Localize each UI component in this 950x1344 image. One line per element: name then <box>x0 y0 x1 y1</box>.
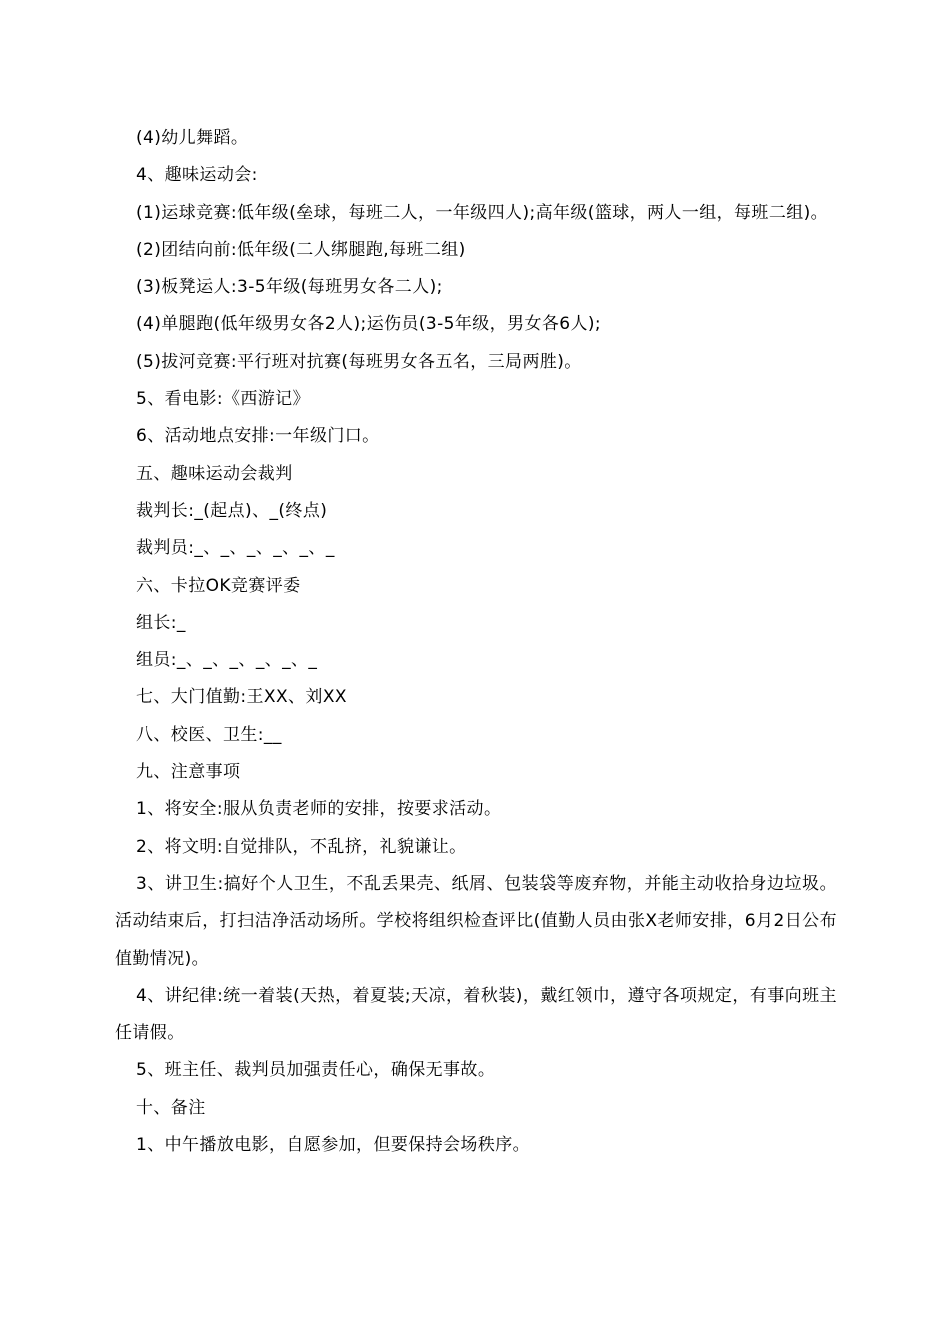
paragraph-one-leg-run: (4)单腿跑(低年级男女各2人);运伤员(3-5年级，男女各6人); <box>136 314 602 335</box>
paragraph-discipline: 4、讲纪律:统一着装(天热，着夏装;天凉，着秋装)，戴红领巾，遵守各项规定，有事向班主任请假。 <box>115 985 837 1044</box>
section-heading-karaoke-judges: 六、卡拉OK竞赛评委 <box>136 575 301 596</box>
paragraph-ball-race: (1)运球竞赛:低年级(垒球，每班二人，一年级四人);高年级(篮球，两人一组，每班二组)。 <box>136 202 829 223</box>
paragraph-safety: 1、将安全:服从负责老师的安排，按要求活动。 <box>136 799 502 820</box>
paragraph-chief-referee: 裁判长:_(起点)、_(终点) <box>136 500 328 521</box>
paragraph-responsibility: 5、班主任、裁判员加强责任心，确保无事故。 <box>136 1060 496 1081</box>
section-heading-gate-duty: 七、大门值勤:王XX、刘XX <box>136 687 347 708</box>
paragraph-group-leader: 组长:_ <box>136 612 186 633</box>
paragraph-item-4-dance: (4)幼儿舞蹈。 <box>136 128 249 148</box>
section-heading-referees: 五、趣味运动会裁判 <box>136 463 293 484</box>
paragraph-unity-forward: (2)团结向前:低年级(二人绑腿跑,每班二组) <box>136 239 466 260</box>
section-heading-remarks: 十、备注 <box>136 1097 206 1118</box>
section-heading-notes: 九、注意事项 <box>136 762 241 783</box>
paragraph-tug-of-war: (5)拔河竞赛:平行班对抗赛(每班男女各五名，三局两胜)。 <box>136 351 582 372</box>
section-heading-doctor-hygiene: 八、校医、卫生:__ <box>136 724 282 745</box>
paragraph-civility: 2、将文明:自觉排队，不乱挤，礼貌谦让。 <box>136 836 467 857</box>
paragraph-hygiene: 3、讲卫生:搞好个人卫生，不乱丢果壳、纸屑、包装袋等废弃物，并能主动收拾身边垃圾。活动结束后，打扫洁净活动场所。学校将组织检查评比(值勤人员由张X老师安排，6月2日公布值勤情况)。 <box>115 873 837 969</box>
paragraph-venue: 6、活动地点安排:一年级门口。 <box>136 426 380 447</box>
paragraph-fun-sports-heading: 4、趣味运动会: <box>136 165 258 186</box>
document-body <box>115 120 837 1164</box>
paragraph-bench-carry: (3)板凳运人:3-5年级(每班男女各二人); <box>136 277 443 298</box>
paragraph-group-members: 组员:_、_、_、_、_、_ <box>136 650 318 671</box>
paragraph-referees: 裁判员:_、_、_、_、_、_ <box>136 538 335 559</box>
paragraph-movie: 5、看电影:《西游记》 <box>136 389 310 410</box>
paragraph-noon-movie: 1、中午播放电影，自愿参加，但要保持会场秩序。 <box>136 1135 531 1156</box>
